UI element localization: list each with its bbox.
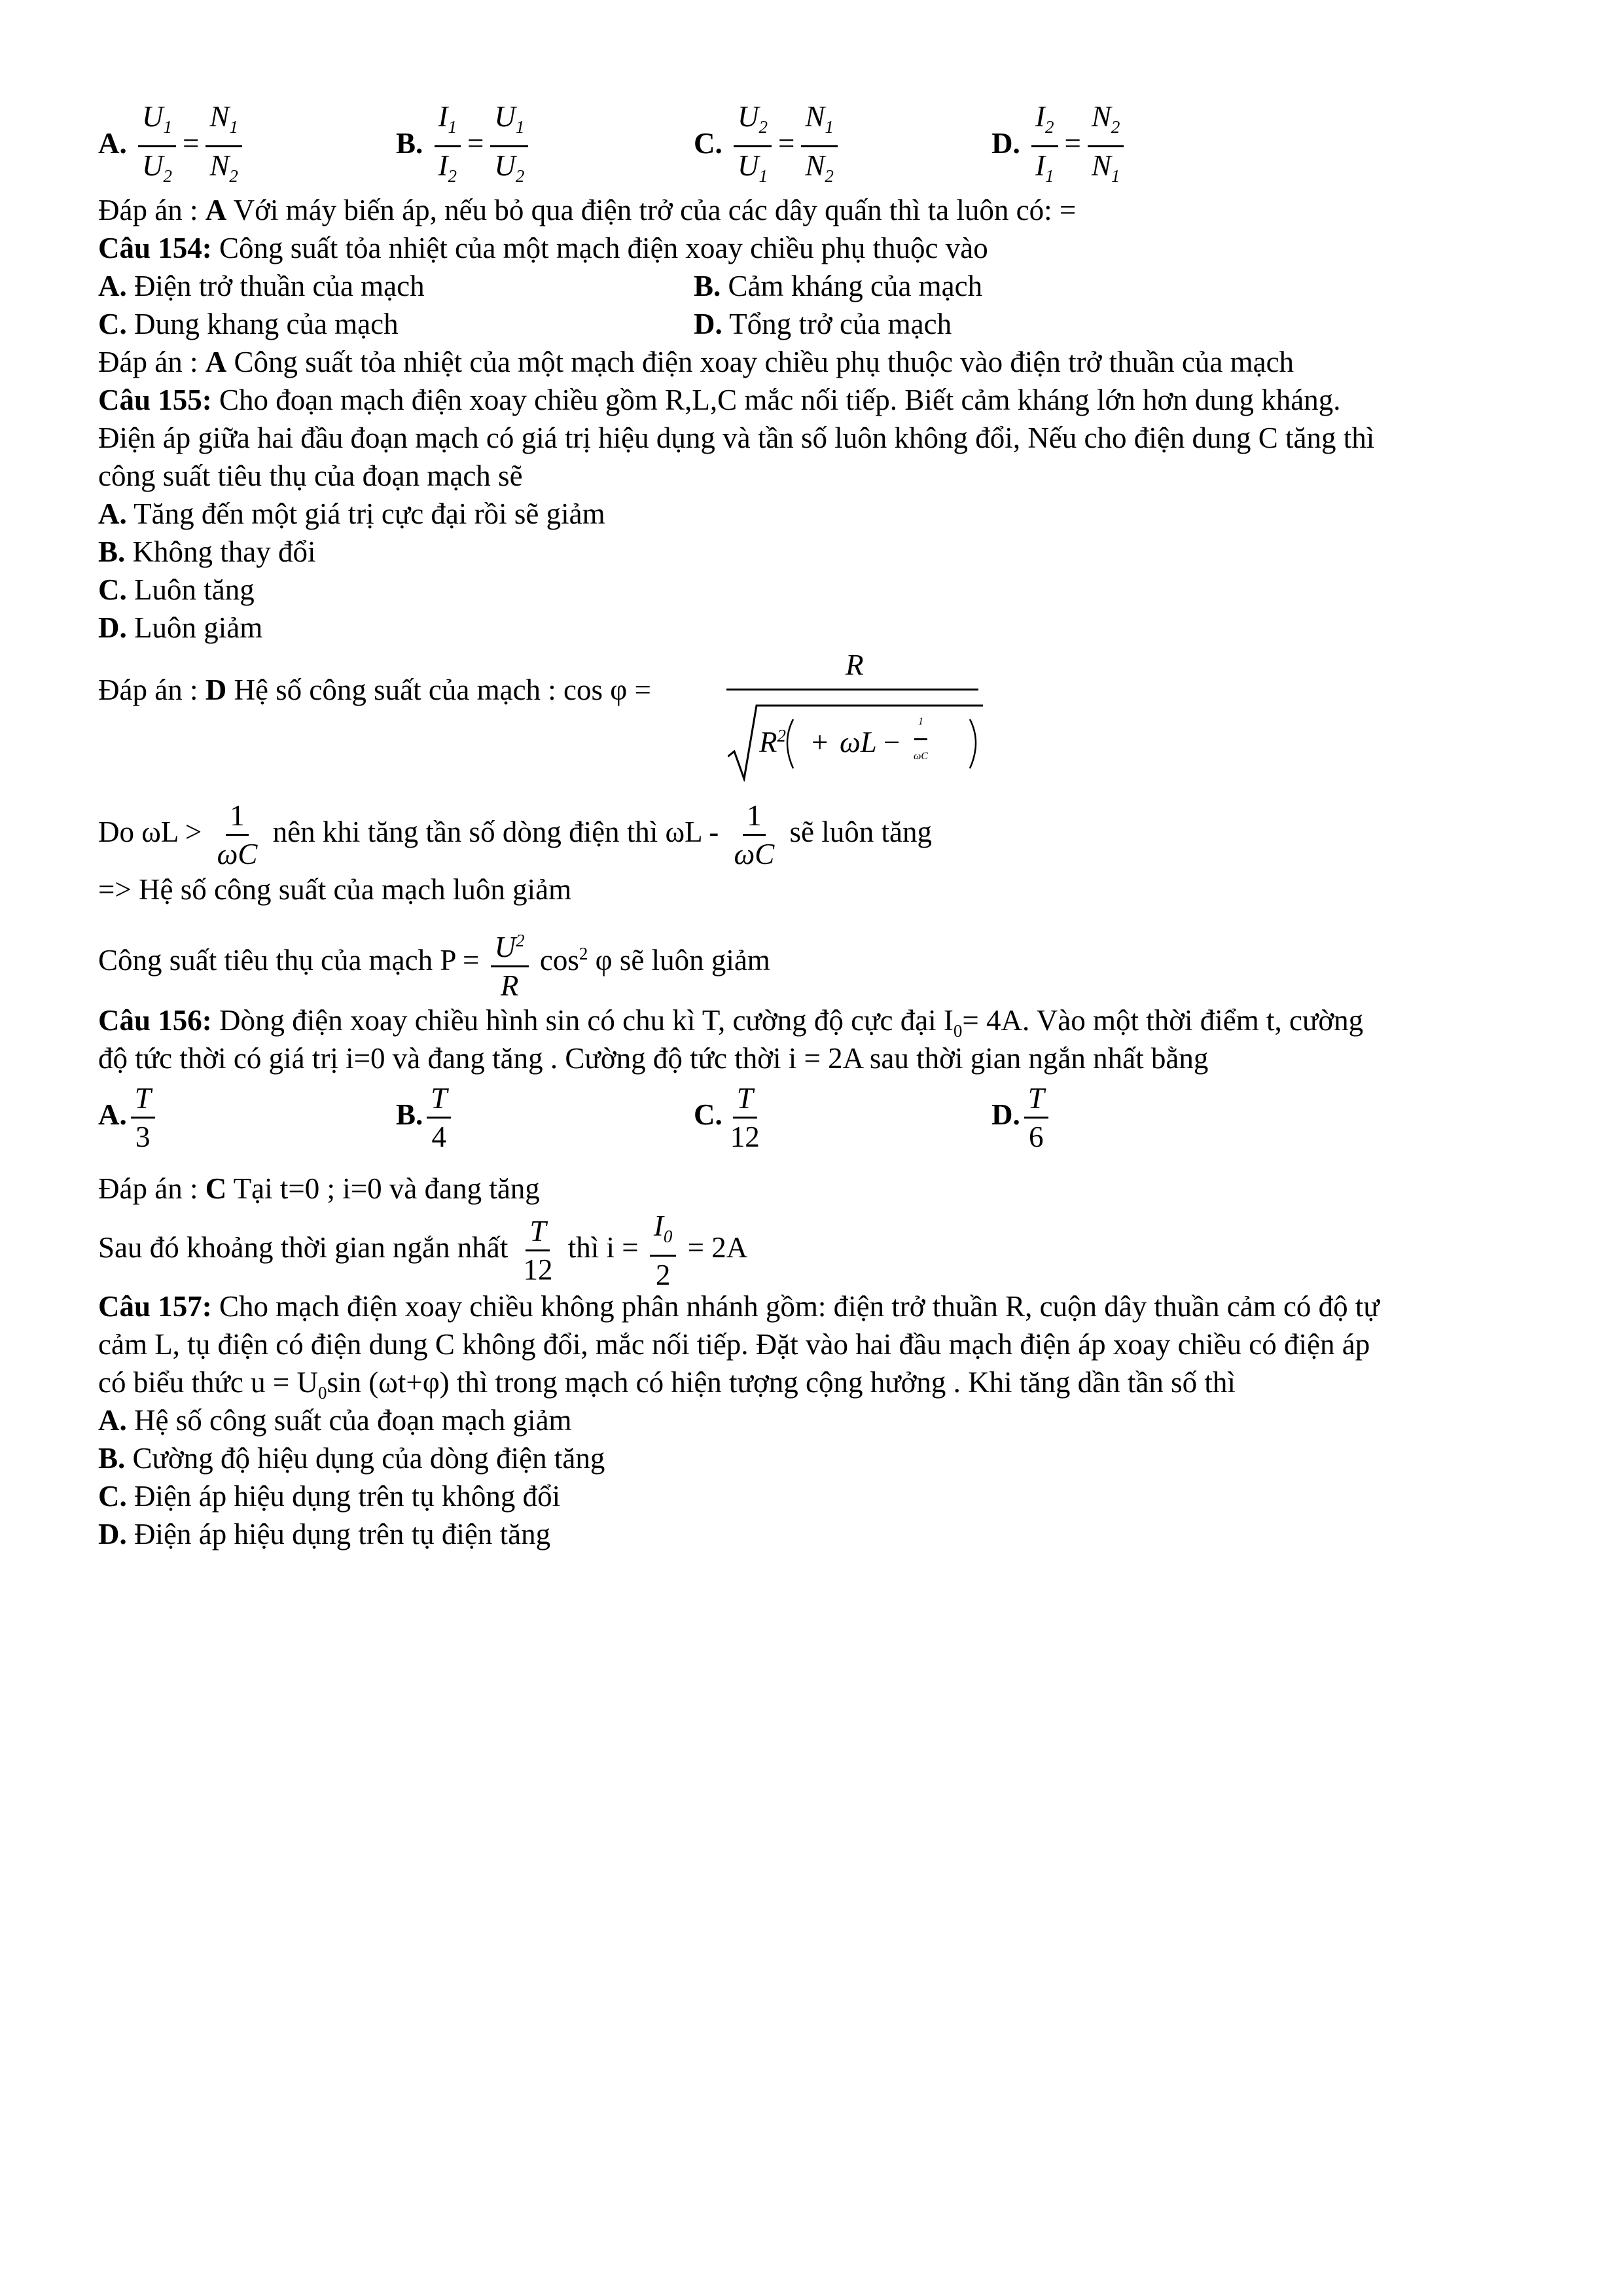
formula-omega-l: ωL [840, 726, 877, 759]
q157-question-line-1: Câu 157: Cho mạch điện xoay chiều không phân nhánh gồm: điện trở thuần R, cuộn dây thuần cảm có độ tự [98, 1290, 1380, 1323]
q157-option-c: C. Điện áp hiệu dụng trên tụ không đổi [98, 1480, 561, 1513]
q154-option-c: C. Dung khang của mạch [98, 308, 399, 340]
q155-answer: Đáp án : D Hệ số công suất của mạch : cos φ = [98, 673, 651, 706]
q156-option-c: C. $\frac{T}{12}$ [694, 1080, 768, 1155]
q155-explanation-line-2: Do ωL > $\frac{1}{\omega C}$ nên khi tăng tần số dòng điện thì ωL - $\frac{1}{\omega C}$ sẽ luôn tăng [98, 793, 932, 872]
q156-explanation-line-2: Sau đó khoảng thời gian ngắn nhất $\frac{T}{12}$ thì i = $\frac{I_0}{2}$ = 2A [98, 1208, 747, 1293]
formula-minus: − [883, 726, 901, 759]
q155-question-line-2: Điện áp giữa hai đầu đoạn mạch có giá trị hiệu dụng và tần số luôn không đổi, Nếu cho điện dung C tăng thì [98, 422, 1375, 454]
q153-option-d: D. $\frac{I_2}{I_1}$ = $\frac{N_2}{N_1}$ [991, 98, 1128, 194]
q157-option-a: A. Hệ số công suất của đoạn mạch giảm [98, 1404, 572, 1437]
q153-answer: Đáp án : A Với máy biến áp, nếu bỏ qua điện trở của các dây quấn thì ta luôn có: = [98, 194, 1077, 226]
q157-question-line-3: có biểu thức $u = U_0\sin$ (ωt+φ) thì trong mạch có hiện tượng cộng hưởng . Khi tăng dần tần số thì [98, 1366, 1236, 1403]
q155-explanation-line-4: Công suất tiêu thụ của mạch P = $\frac{U^2}{R}$ $\cos^2 \varphi$ sẽ luôn giảm [98, 911, 770, 1004]
q157-option-b: B. Cường độ hiệu dụng của dòng điện tăng [98, 1442, 605, 1475]
q155-option-b: B. Không thay đổi [98, 535, 316, 568]
q155-explanation-line-3: => Hệ số công suất của mạch luôn giảm [98, 873, 572, 906]
q154-question: Câu 154: Công suất tỏa nhiệt của một mạch điện xoay chiều phụ thuộc vào [98, 232, 988, 264]
q153-option-a: A. $\frac{U_1}{U_2}$ = $\frac{N_1}{N_2}$ [98, 98, 246, 194]
q156-answer: Đáp án : C Tại t=0 ; i=0 và đang tăng [98, 1172, 540, 1205]
q155-option-c: C. Luôn tăng [98, 573, 255, 606]
formula-fraction-bar [726, 689, 978, 691]
q157-question-line-2: cảm L, tụ điện có điện dung C không đổi, mắc nối tiếp. Đặt vào hai đầu mạch điện áp xoay chiều có điện áp [98, 1328, 1370, 1361]
q153-option-c: C. $\frac{U_2}{U_1}$ = $\frac{N_1}{N_2}$ [694, 98, 842, 194]
q156-question-line-1: Câu 156: Dòng điện xoay chiều hình sin có chu kì T, cường độ cực đại $I_0= 4A$. Vào một thời điểm t, cường [98, 1004, 1364, 1041]
q154-option-b: B. Cảm kháng của mạch [694, 270, 983, 302]
power-factor-formula [726, 648, 988, 785]
q155-question-line-1: Câu 155: Cho đoạn mạch điện xoay chiều gồm R,L,C mắc nối tiếp. Biết cảm kháng lớn hơn dung kháng. [98, 384, 1341, 416]
q154-option-d: D. Tổng trở của mạch [694, 308, 952, 340]
q156-option-a: A. $\frac{T}{3}$ [98, 1080, 159, 1155]
formula-inner-fraction: $\frac{1}{\omega C}$ [910, 706, 932, 773]
q156-option-d: D. $\frac{T}{6}$ [991, 1080, 1052, 1155]
q155-option-d: D. Luôn giảm [98, 611, 263, 644]
q154-option-a: A. Điện trở thuần của mạch [98, 270, 425, 302]
formula-r: $R^2$ [759, 726, 786, 759]
q155-option-a: A. Tăng đến một giá trị cực đại rồi sẽ giảm [98, 497, 605, 530]
q153-option-b: B. $\frac{I_1}{I_2}$ = $\frac{U_1}{U_2}$ [396, 98, 532, 194]
q156-option-b: B. $\frac{T}{4}$ [396, 1080, 455, 1155]
formula-plus: + [812, 726, 829, 759]
q156-question-line-2: độ tức thời có giá trị i=0 và đang tăng . Cường độ tức thời i = 2A sau thời gian ngắn nhất bằng [98, 1042, 1209, 1075]
q157-option-d: D. Điện áp hiệu dụng trên tụ điện tăng [98, 1518, 551, 1551]
q154-answer: Đáp án : A Công suất tỏa nhiệt của một mạch điện xoay chiều phụ thuộc vào điện trở thuần của mạch [98, 346, 1294, 378]
q155-question-line-3: công suất tiêu thụ của đoạn mạch sẽ [98, 459, 523, 492]
formula-numerator: R [846, 649, 864, 681]
